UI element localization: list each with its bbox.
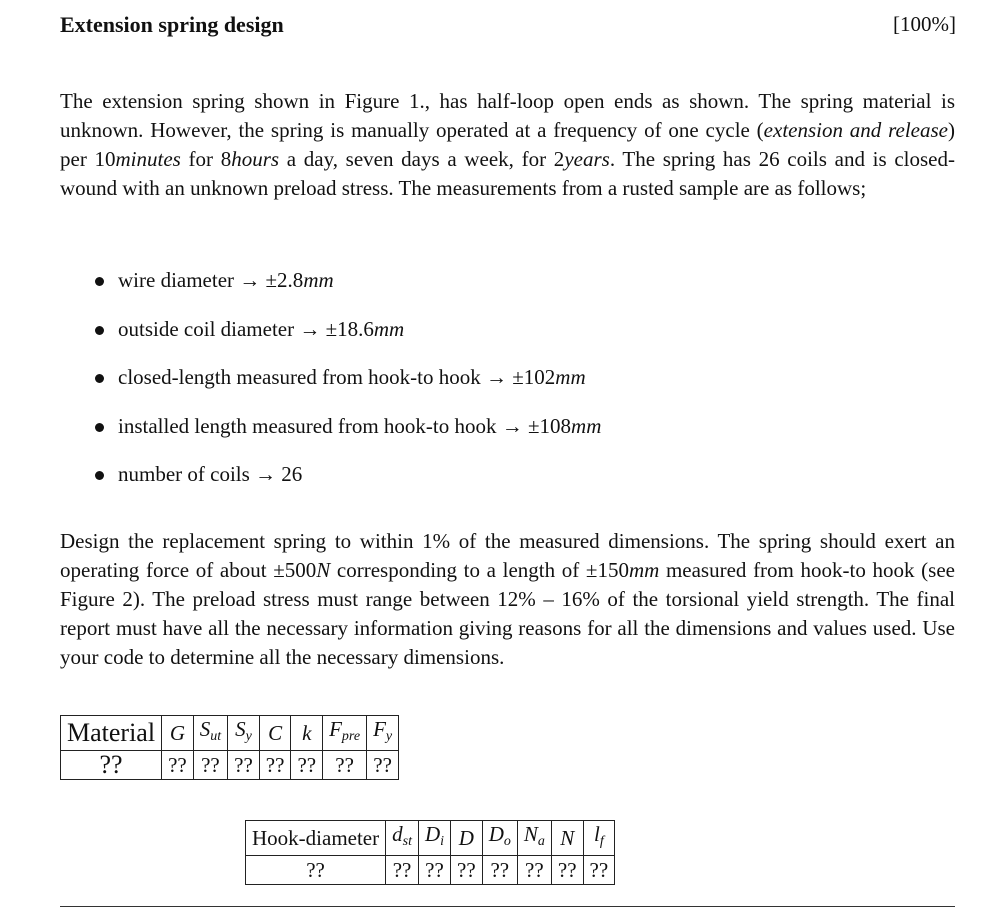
header-main: N <box>560 826 575 850</box>
intro-text-3: for 8 <box>180 147 232 171</box>
list-item <box>95 264 601 313</box>
header-main: G <box>169 721 185 745</box>
measurement-unit: mm <box>555 365 586 389</box>
header-main: N <box>523 822 538 846</box>
table-cell: ?? <box>451 856 483 885</box>
header-main: Hook-diameter <box>252 826 380 850</box>
intro-text-2: ) per 10 <box>60 118 955 171</box>
header-sub: a <box>537 834 545 849</box>
table-cell: ?? <box>246 856 386 885</box>
table-cell: ?? <box>482 856 517 885</box>
intro-text-1: The extension spring shown in Figure 1., has half-loop open ends as shown. The spring material is unknown. However, the spring is manually operated at a frequency of one cycle ( <box>60 89 955 142</box>
design-unit-n: N <box>316 558 331 582</box>
intro-ital-3: hours <box>231 147 280 171</box>
table-cell: ?? <box>61 751 162 780</box>
header-main: S <box>235 717 246 741</box>
list-item <box>95 410 601 459</box>
table-row <box>61 751 399 780</box>
table-header-row <box>61 716 399 751</box>
table-header-row <box>246 821 615 856</box>
design-text-2: corresponding to a length of ±150 <box>330 558 629 582</box>
table-header-cell <box>367 716 399 751</box>
measurement-label: closed-length measured from hook-to hook → ±102 <box>118 365 556 389</box>
table-header-cell <box>162 716 194 751</box>
measurement-unit: mm <box>303 268 334 292</box>
measurement-unit: mm <box>571 413 602 438</box>
header-main: D <box>488 822 504 846</box>
intro-ital-4: years <box>564 147 610 171</box>
intro-ital-1: extension and release <box>763 118 948 142</box>
mark-weight: [100%] <box>893 12 956 36</box>
page-title: Extension spring design <box>60 12 284 37</box>
header-sub: y <box>385 729 393 744</box>
table-header-cell <box>451 821 483 856</box>
intro-ital-2: minutes <box>115 147 181 171</box>
measurement-label: number of coils → 26 <box>118 462 303 486</box>
table-cell: ?? <box>193 751 227 780</box>
header-sub: o <box>503 834 511 849</box>
table-header-cell <box>259 716 291 751</box>
header-main: D <box>458 826 474 850</box>
header-main: F <box>329 717 342 741</box>
table-header-cell <box>418 821 450 856</box>
table-header-cell <box>193 716 227 751</box>
intro-paragraph <box>60 87 955 203</box>
design-text-3: measured from hook-to hook (see Figure 2). The preload stress must range between 12% – 16% of the torsional yield strength. The final report must have all the necessary information giving reasons for all the dimensions and values used. Use your code to determine all the necessary dimensions. <box>60 558 955 669</box>
measurement-list <box>95 264 601 507</box>
design-text-1: Design the replacement spring to within 1% of the measured dimensions. The spring should exert an operating force of about ±500 <box>60 529 955 582</box>
material-table <box>60 715 399 780</box>
header-sub: ut <box>210 729 222 744</box>
footer-rule <box>60 906 955 907</box>
table-header-cell <box>386 821 419 856</box>
measurement-label: wire diameter → ±2.8 <box>118 268 304 292</box>
table-cell: ?? <box>386 856 419 885</box>
table-cell: ?? <box>259 751 291 780</box>
table-cell: ?? <box>367 751 399 780</box>
dimension-table <box>245 820 615 885</box>
header-sub: st <box>402 834 412 849</box>
header-main: l <box>593 822 600 846</box>
header-main: C <box>268 721 283 745</box>
table-header-cell <box>291 716 323 751</box>
header-sub: f <box>599 834 604 849</box>
header-main: F <box>373 717 386 741</box>
table-header-cell <box>61 716 162 751</box>
list-item <box>95 458 601 507</box>
table-row <box>246 856 615 885</box>
header-main: d <box>392 822 403 846</box>
table-cell: ?? <box>228 751 260 780</box>
header-main: S <box>199 717 211 741</box>
header-sub: y <box>245 729 252 744</box>
table-header-cell <box>228 716 260 751</box>
table-cell: ?? <box>551 856 583 885</box>
table-cell: ?? <box>418 856 450 885</box>
measurement-unit: mm <box>373 316 405 341</box>
header-main: D <box>424 822 441 846</box>
table-header-cell <box>246 821 386 856</box>
table-cell: ?? <box>583 856 615 885</box>
table-header-cell <box>551 821 583 856</box>
list-item <box>95 313 601 362</box>
table-header-cell <box>323 716 367 751</box>
measurement-label: outside coil diameter → ±18.6 <box>118 316 374 341</box>
intro-text-4: a day, seven days a week, for 2 <box>279 147 565 171</box>
list-item <box>95 361 601 410</box>
header-sub: i <box>440 834 445 849</box>
table-header-cell <box>517 821 551 856</box>
measurement-label: installed length measured from hook-to hook → ±108 <box>118 413 572 438</box>
design-paragraph <box>60 527 955 672</box>
table-cell: ?? <box>162 751 194 780</box>
intro-text-5: . The spring has 26 coils and is closed- wound with an unknown preload stress. The measurements from a rusted sample are as follows; <box>60 147 955 200</box>
table-cell: ?? <box>517 856 551 885</box>
table-cell: ?? <box>291 751 323 780</box>
header-sub: pre <box>341 729 361 744</box>
header-main: k <box>302 721 312 745</box>
header-main: Material <box>67 718 156 747</box>
table-header-cell <box>583 821 615 856</box>
table-cell: ?? <box>323 751 367 780</box>
table-header-cell <box>482 821 517 856</box>
design-unit-mm: mm <box>628 558 660 582</box>
